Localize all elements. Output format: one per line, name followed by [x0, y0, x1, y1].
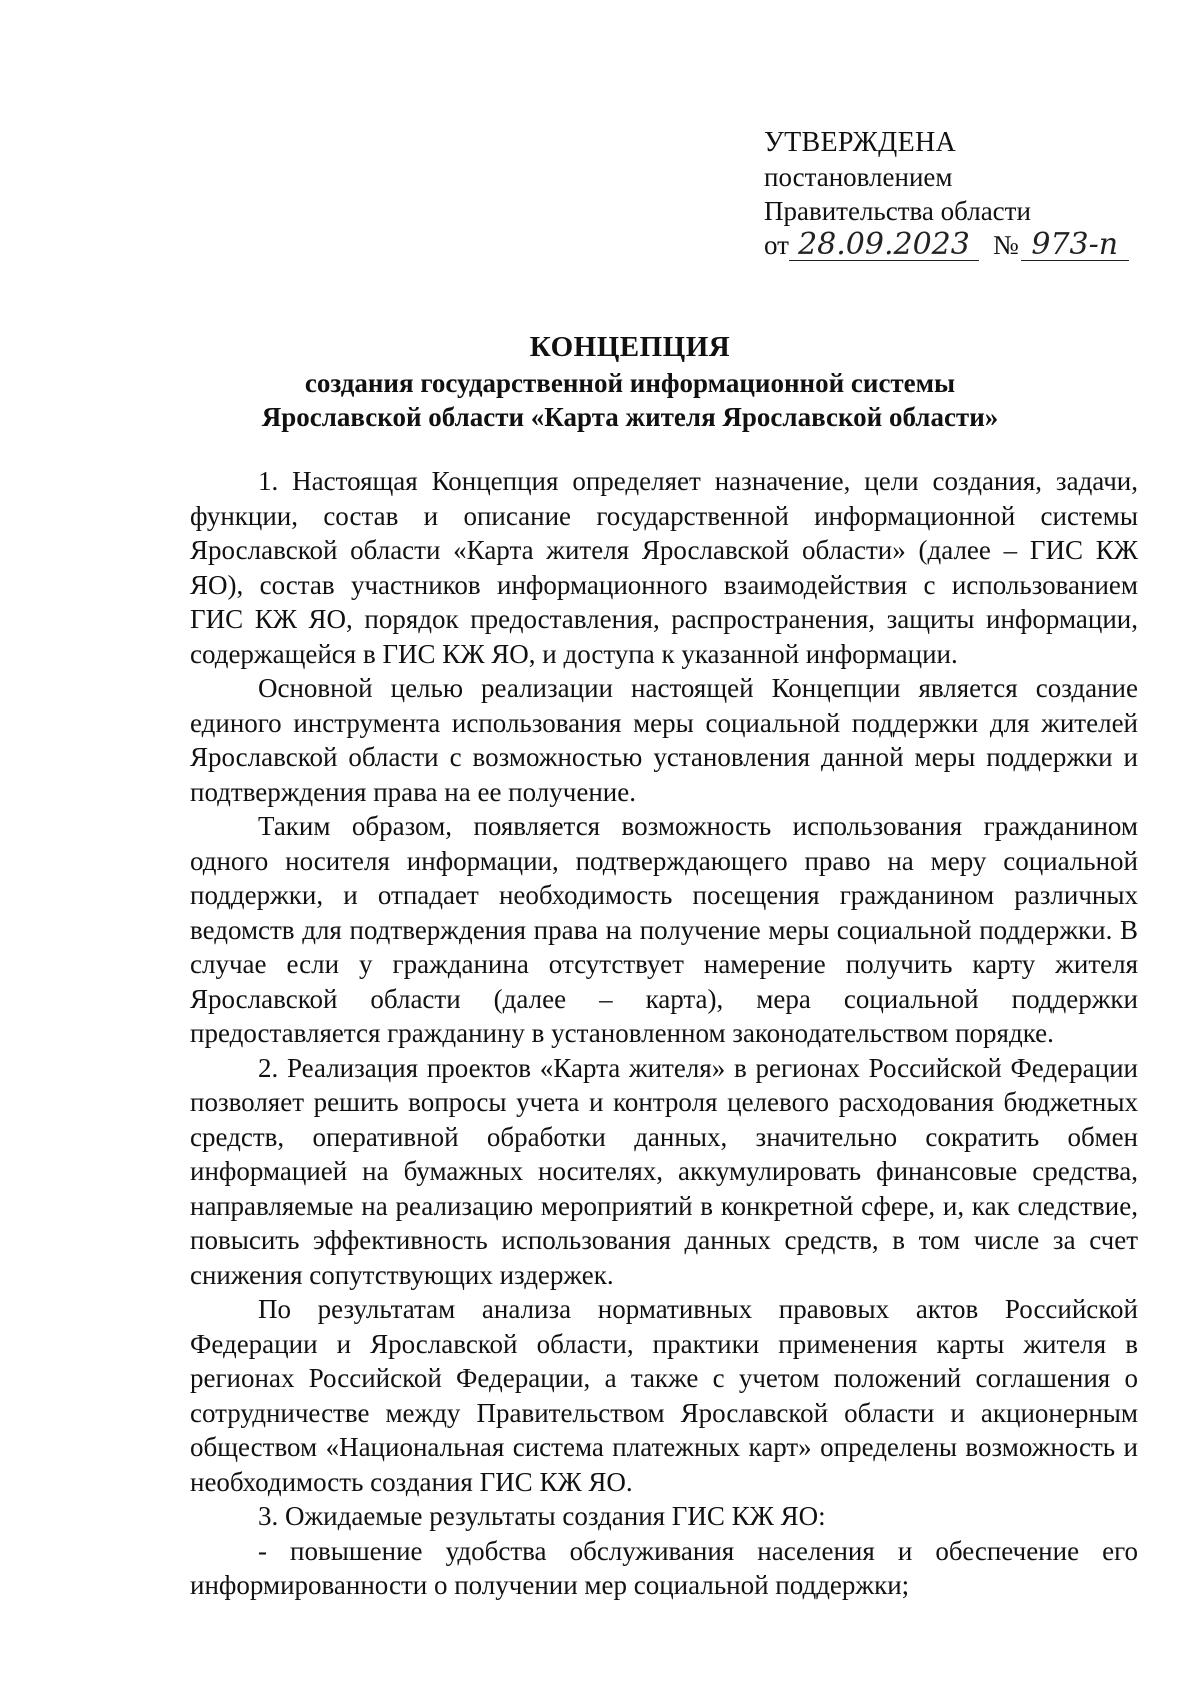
document-subtitle-line-1: создания государственной информационной системы	[304, 368, 956, 398]
paragraph: 3. Ожидаемые результаты создания ГИС КЖ ЯО:	[258, 1501, 826, 1531]
approval-date-line	[764, 228, 1144, 262]
document-body	[190, 464, 1138, 1603]
date-prefix: от	[764, 230, 789, 260]
approval-resolution: постановлением	[764, 162, 953, 192]
document-title-block	[130, 328, 1130, 434]
paragraph: Основной целью реализации настоящей Концепции является создание единого инструмента использования меры социальной поддержки для жителей Ярославской области с возможностью установления данной меры поддержки и подтверждения права на ее получение.	[190, 673, 1138, 807]
approval-heading: УТВЕРЖДЕНА	[764, 127, 957, 158]
bullet-item: - повышение удобства обслуживания населения и обеспечение его информированности о получении мер социальной поддержки;	[190, 1535, 1138, 1600]
document-subtitle-line-2: Ярославской области «Карта жителя Ярославской области»	[261, 402, 999, 432]
handwritten-number: 973-п	[1021, 230, 1129, 261]
paragraph: Таким образом, появляется возможность использования гражданином одного носителя информации, подтверждающего право на меру социальной поддержки, и отпадает необходимость посещения гражданином различных ведомств для подтверждения права на получение меры социальной поддержки. В случае если у гражданина отсутствует намерение получить карту жителя Ярославской области (далее – карта), мера социальной поддержки предоставляется гражданину в установленном законодательством порядке.	[190, 811, 1138, 1048]
paragraph: 1. Настоящая Концепция определяет назначение, цели создания, задачи, функции, состав и описание государственной информационной системы Ярославской области «Карта жителя Ярославской области» (далее – ГИС КЖ ЯО), состав участников информационного взаимодействия с использованием ГИС КЖ ЯО, порядок предоставления, распространения, защиты информации, содержащейся в ГИС КЖ ЯО, и доступа к указанной информации.	[190, 466, 1138, 669]
handwritten-date: 28.09.2023	[789, 230, 979, 261]
document-title: КОНЦЕПЦИЯ	[529, 331, 731, 363]
approval-stamp	[764, 126, 1144, 262]
approval-government: Правительства области	[764, 196, 1031, 226]
paragraph: 2. Реализация проектов «Карта жителя» в регионах Российской Федерации позволяет решить вопросы учета и контроля целевого расходования бюджетных средств, оперативной обработки данных, значительно сократить обмен информацией на бумажных носителях, аккумулировать финансовые средства, направляемые на реализацию мероприятий в конкретной сфере, и, как следствие, повысить эффективность использования данных средств, в том числе за счет снижения сопутствующих издержек.	[190, 1052, 1138, 1290]
number-sign: №	[992, 230, 1019, 260]
paragraph: По результатам анализа нормативных правовых актов Российской Федерации и Ярославской области, практики применения карты жителя в регионах Российской Федерации, а также с учетом положений соглашения о сотрудничестве между Правительством Ярославской области и акционерным обществом «Национальная система платежных карт» определены возможность и необходимость создания ГИС КЖ ЯО.	[190, 1294, 1138, 1497]
